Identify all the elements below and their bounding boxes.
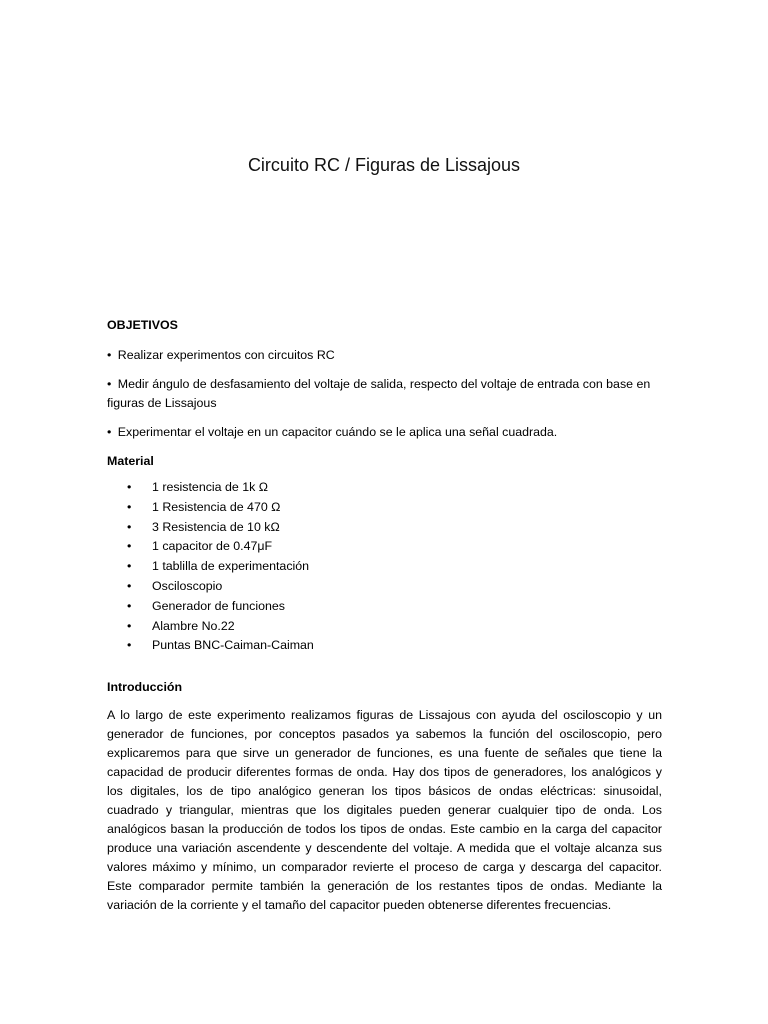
material-text: 1 Resistencia de 470 Ω <box>152 499 281 514</box>
material-item <box>107 518 662 538</box>
objective-item <box>107 423 662 442</box>
material-text: 1 capacitor de 0.47μF <box>152 539 273 554</box>
introduction-paragraph: A lo largo de este experimento realizamos figuras de Lissajous con ayuda del osciloscopio y un generador de funciones, por conceptos pasados ya sabemos la función del osciloscopio, pero explicaremos para que sirve un generador de funciones, es una fuente de señales que tiene la capacidad de producir diferentes formas de onda. Hay dos tipos de generadores, los analógicos y los digitales, los de tipo analógico generan los tipos básicos de ondas eléctricas: sinusoidal, cuadrado y triangular, mientras que los digitales pueden generar cualquier tipo de onda. Los analógicos basan la producción de todos los tipos de ondas. Este cambio en la carga del capacitor produce una variación ascendente y descendente del voltaje. A medida que el voltaje alcanza sus valores máximo y mínimo, un comparador revierte el proceso de carga y descarga del capacitor. Este comparador permite también la generación de los restantes tipos de ondas. Mediante la variación de la corriente y el tamaño del capacitor pueden obtenerse diferentes frecuencias. <box>107 708 662 913</box>
material-list <box>107 478 662 656</box>
bullet-icon: • <box>127 638 132 653</box>
objective-text: Experimentar el voltaje en un capacitor cuándo se le aplica una señal cuadrada. <box>117 425 558 439</box>
material-text: Generador de funciones <box>152 598 285 613</box>
bullet-icon: • <box>127 480 132 494</box>
document-body <box>107 316 662 915</box>
material-item <box>107 537 662 557</box>
bullet-icon: • <box>127 598 132 613</box>
material-item <box>107 498 662 518</box>
material-item <box>107 577 662 597</box>
material-text: Puntas BNC-Caiman-Caiman <box>152 638 314 653</box>
material-text: 1 tablilla de experimentación <box>152 559 310 574</box>
objective-item <box>107 375 662 413</box>
material-heading: Material <box>107 454 154 468</box>
introduction-heading: Introducción <box>107 680 183 695</box>
bullet-icon: • <box>127 618 132 633</box>
material-text: Osciloscopio <box>152 578 223 593</box>
material-text: 1 resistencia de 1k Ω <box>152 480 269 494</box>
bullet-icon: • <box>127 499 132 514</box>
objective-text: Realizar experimentos con circuitos RC <box>117 348 335 362</box>
material-text: 3 Resistencia de 10 kΩ <box>152 519 280 534</box>
bullet-icon: • <box>107 425 112 439</box>
bullet-icon: • <box>107 348 112 362</box>
bullet-icon: • <box>107 377 112 391</box>
bullet-icon: • <box>127 578 132 593</box>
material-item <box>107 617 662 637</box>
bullet-icon: • <box>127 519 132 534</box>
bullet-icon: • <box>127 539 132 554</box>
bullet-icon: • <box>127 559 132 574</box>
material-item <box>107 557 662 577</box>
material-item <box>107 597 662 617</box>
objective-item <box>107 346 662 365</box>
material-item <box>107 636 662 656</box>
material-text: Alambre No.22 <box>152 618 235 633</box>
objectives-heading: OBJETIVOS <box>107 318 178 332</box>
material-item <box>107 478 662 498</box>
objective-text: Medir ángulo de desfasamiento del voltaje de salida, respecto del voltaje de entrada con base en figuras de Lissajous <box>107 377 651 410</box>
document-title: Circuito RC / Figuras de Lissajous <box>247 155 521 175</box>
